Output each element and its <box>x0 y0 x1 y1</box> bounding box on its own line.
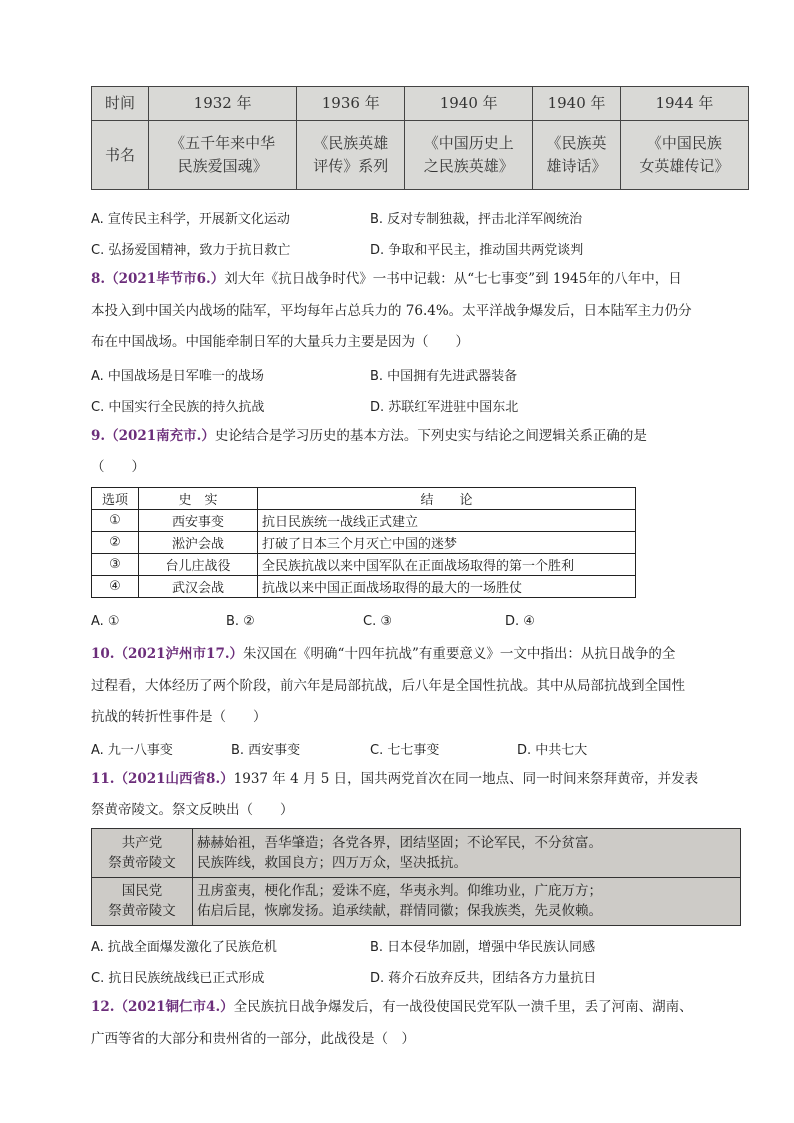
q8-option-b[interactable]: B. 中国拥有先进武器装备 <box>370 369 518 384</box>
book-table-photo <box>91 86 749 190</box>
q9-stem-line2: （ ） <box>91 459 145 475</box>
cpc-text: 赫赫始祖，吾华肇造；各党各界，团结坚固；不论军民，不分贫富。 民族阵线，救国良方；四万万众，坚决抵抗。 <box>193 829 741 878</box>
q10-option-c[interactable]: C. 七七事变 <box>370 743 440 758</box>
cpc-label: 共产党 祭黄帝陵文 <box>92 829 193 878</box>
q11-number: 11.（2021山西省8.） <box>91 771 234 787</box>
kmt-text: 丑虏蛮夷，梗化作乱；爱诛不庭，华夷永判。仰维功业，广庇万方； 佑启后昆，恢廓发扬。追承续献，群情同徽；保我族类，先灵攸赖。 <box>193 877 741 926</box>
table-row: ② 淞沪会战 打破了日本三个月灭亡中国的迷梦 <box>92 532 636 554</box>
year-cell: 1936 年 <box>297 87 405 121</box>
book-cell: 《民族英雄 评传》系列 <box>297 121 405 190</box>
row-header-time: 时间 <box>92 87 149 121</box>
sacrifice-text-photo <box>91 828 741 926</box>
q7-option-c[interactable]: C. 弘扬爱国精神，致力于抗日救亡 <box>91 243 291 258</box>
q11-option-b[interactable]: B. 日本侵华加剧，增强中华民族认同感 <box>370 940 596 955</box>
q12-number: 12.（2021铜仁市4.） <box>91 999 234 1015</box>
year-cell: 1940 年 <box>405 87 533 121</box>
q9-header-fact: 史 实 <box>139 488 258 510</box>
q10-option-a[interactable]: A. 九一八事变 <box>91 743 173 758</box>
q11-option-a[interactable]: A. 抗战全面爆发激化了民族危机 <box>91 940 277 955</box>
q12-stem-line1: 12.（2021铜仁市4.）全民族抗日战争爆发后，有一战役使国民党军队一溃千里，丢了河南、湖南、 <box>91 999 693 1015</box>
q10-stem-line3: 抗战的转折性事件是（ ） <box>91 709 267 725</box>
year-cell: 1932 年 <box>149 87 297 121</box>
year-cell: 1940 年 <box>533 87 621 121</box>
q9-option-d[interactable]: D. ④ <box>505 614 535 629</box>
q8-option-c[interactable]: C. 中国实行全民族的持久抗战 <box>91 400 265 415</box>
q12-stem-line2: 广西等省的大部分和贵州省的一部分，此战役是（ ） <box>91 1031 415 1047</box>
q8-option-a[interactable]: A. 中国战场是日军唯一的战场 <box>91 369 264 384</box>
q8-stem-line3: 布在中国战场。中国能牵制日军的大量兵力主要是因为（ ） <box>91 334 469 350</box>
q8-stem-line1: 8.（2021毕节市6.）刘大年《抗日战争时代》一书中记载：从“七七事变”到 1945年的八年中，日 <box>91 271 682 287</box>
kmt-label: 国民党 祭黄帝陵文 <box>92 877 193 926</box>
q8-number: 8.（2021毕节市6.） <box>91 271 225 287</box>
q10-stem-line2: 过程看，大体经历了两个阶段，前六年是局部抗战，后八年是全国性抗战。其中从局部抗战到全国性 <box>91 678 685 694</box>
book-cell: 《民族英 雄诗话》 <box>533 121 621 190</box>
table-row: ① 西安事变 抗日民族统一战线正式建立 <box>92 510 636 532</box>
q9-stem-line1: 9.（2021南充市.）史论结合是学习历史的基本方法。下列史实与结论之间逻辑关系正确的是 <box>91 428 647 444</box>
q9-header-conclusion: 结 论 <box>258 488 636 510</box>
book-cell: 《五千年来中华 民族爱国魂》 <box>149 121 297 190</box>
table-row: ④ 武汉会战 抗战以来中国正面战场取得的最大的一场胜仗 <box>92 576 636 598</box>
q9-header-option: 选项 <box>92 488 139 510</box>
q9-option-c[interactable]: C. ③ <box>363 614 392 629</box>
table-row: ③ 台儿庄战役 全民族抗战以来中国军队在正面战场取得的第一个胜利 <box>92 554 636 576</box>
q7-option-a[interactable]: A. 宣传民主科学，开展新文化运动 <box>91 212 290 227</box>
q10-option-b[interactable]: B. 西安事变 <box>231 743 301 758</box>
q11-stem-line2: 祭黄帝陵文。祭文反映出（ ） <box>91 802 294 818</box>
q11-option-d[interactable]: D. 蒋介石放弃反共，团结各方力量抗日 <box>370 971 597 986</box>
q7-option-d[interactable]: D. 争取和平民主，推动国共两党谈判 <box>370 243 584 258</box>
year-cell: 1944 年 <box>620 87 748 121</box>
q8-option-d[interactable]: D. 苏联红军进驻中国东北 <box>370 400 519 415</box>
q10-stem-line1: 10.（2021泸州市17.）朱汉国在《明确“十四年抗战”有重要意义》一文中指出：从抗日战争的全 <box>91 646 676 662</box>
q11-stem-line1: 11.（2021山西省8.）1937 年 4 月 5 日，国共两党首次在同一地点、同一时间来祭拜黄帝，并发表 <box>91 771 699 787</box>
q9-table <box>91 487 636 598</box>
book-cell: 《中国民族 女英雄传记》 <box>620 121 748 190</box>
q10-number: 10.（2021泸州市17.） <box>91 646 244 662</box>
q8-stem-line2: 本投入到中国关内战场的陆军，平均每年占总兵力的 76.4%。太平洋战争爆发后，日本陆军主力仍分 <box>91 303 692 319</box>
q9-option-b[interactable]: B. ② <box>226 614 255 629</box>
q10-option-d[interactable]: D. 中共七大 <box>517 743 588 758</box>
q9-option-a[interactable]: A. ① <box>91 614 120 629</box>
q11-option-c[interactable]: C. 抗日民族统战线已正式形成 <box>91 971 265 986</box>
row-header-book: 书名 <box>92 121 149 190</box>
q7-option-b[interactable]: B. 反对专制独裁，抨击北洋军阀统治 <box>370 212 583 227</box>
q9-number: 9.（2021南充市.） <box>91 428 215 444</box>
book-cell: 《中国历史上 之民族英雄》 <box>405 121 533 190</box>
